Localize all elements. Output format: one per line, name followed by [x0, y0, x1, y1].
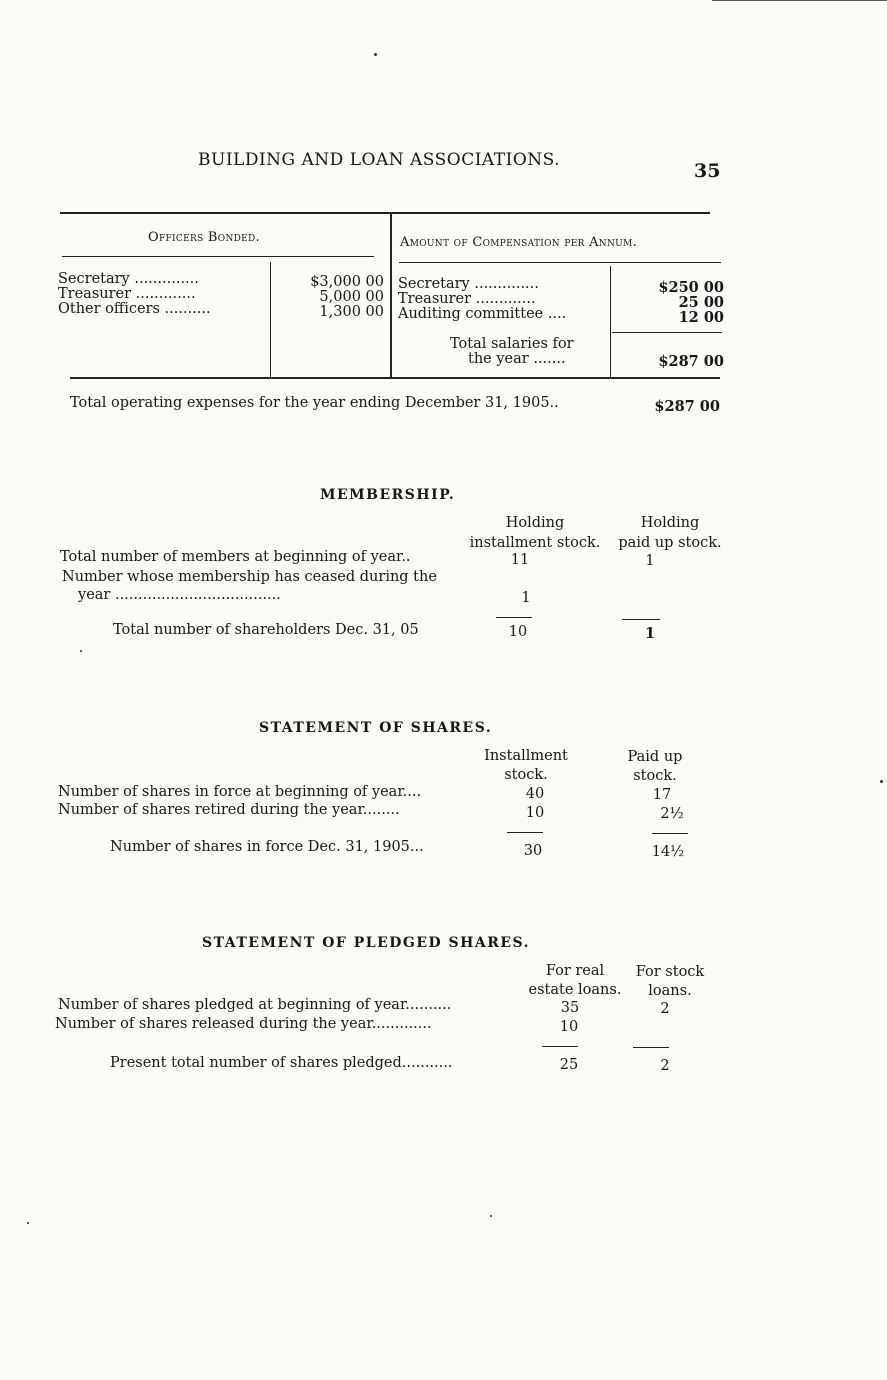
compensation-amount-divider: [610, 266, 611, 378]
scan-speck: [490, 1215, 492, 1217]
cell-value: 2: [660, 1001, 670, 1017]
officers-row-label: Secretary ..............: [58, 271, 199, 287]
officers-amount-divider: [270, 262, 271, 378]
officers-row-amount: 5,000 00: [319, 289, 384, 305]
scan-speck: [27, 1222, 29, 1224]
cell-value: 10: [559, 1019, 579, 1035]
compensation-row-label: Auditing committee ....: [398, 306, 567, 322]
page-number: 35: [694, 160, 721, 182]
total-value: 1: [644, 625, 656, 642]
column-header: For real: [545, 963, 605, 979]
operating-expenses-amount: $287 00: [654, 398, 720, 415]
officers-row-label: Treasurer .............: [58, 286, 196, 302]
scan-edge: [712, 0, 887, 1]
column-header: For stock: [635, 964, 705, 980]
cell-value: 35: [560, 1000, 580, 1016]
row-label: Number of shares in force at beginning of year....: [58, 784, 422, 800]
compensation-total-label: Total salaries for: [450, 336, 574, 352]
table-center-divider: [390, 214, 392, 378]
total-value: 10: [508, 624, 528, 640]
compensation-head-rule: [399, 262, 721, 263]
cell-value: 1: [645, 553, 655, 569]
cell-value: 40: [525, 786, 545, 802]
column-header: stock.: [504, 767, 548, 783]
officers-row-amount: $3,000 00: [310, 274, 384, 290]
column-header: installment stock.: [469, 535, 601, 551]
scan-speck: [880, 780, 883, 783]
running-head: BUILDING AND LOAN ASSOCIATIONS.: [198, 150, 561, 170]
total-rule: [622, 619, 660, 620]
column-header: estate loans.: [528, 982, 622, 998]
column-header: loans.: [648, 983, 692, 999]
compensation-row-amount: $250 00: [658, 279, 724, 296]
membership-title: MEMBERSHIP.: [320, 487, 456, 503]
compensation-row-amount: 25 00: [678, 294, 724, 311]
cell-value: 1: [521, 590, 531, 606]
officers-row-label: Other officers ..........: [58, 301, 211, 317]
compensation-total-amount: $287 00: [658, 353, 724, 370]
compensation-heading: Amount of Compensation per Annum.: [400, 235, 637, 250]
total-value: 14½: [651, 844, 685, 860]
row-label: Number whose membership has ceased during the: [62, 569, 437, 585]
total-rule: [542, 1046, 578, 1047]
table-bottom-rule: [70, 377, 720, 379]
cell-value: 17: [652, 787, 672, 803]
column-header: Installment: [484, 748, 568, 764]
column-header: Holding: [640, 515, 700, 531]
row-label: year ....................................: [78, 587, 281, 603]
pledged-title: STATEMENT OF PLEDGED SHARES.: [202, 935, 531, 951]
column-header: paid up stock.: [618, 535, 722, 551]
column-header: stock.: [633, 768, 677, 784]
table-top-rule: [60, 212, 710, 214]
total-rule: [652, 833, 688, 834]
total-rule: [507, 832, 543, 833]
cell-value: 2½: [660, 806, 684, 822]
scan-speck: [80, 650, 82, 652]
row-label: Number of shares pledged at beginning of year..........: [58, 997, 452, 1013]
scan-speck: [374, 53, 377, 56]
total-label: Total number of shareholders Dec. 31, 05: [113, 622, 419, 638]
column-header: Paid up: [627, 749, 683, 765]
total-rule: [633, 1047, 669, 1048]
officers-bonded-heading: Officers Bonded.: [148, 230, 260, 245]
cell-value: 10: [525, 805, 545, 821]
row-label: Number of shares retired during the year........: [58, 802, 400, 818]
compensation-row-label: Secretary ..............: [398, 276, 539, 292]
compensation-total-label: the year .......: [468, 351, 566, 367]
officers-row-amount: 1,300 00: [319, 304, 384, 320]
total-rule: [496, 617, 532, 618]
column-header: Holding: [505, 515, 565, 531]
row-label: Total number of members at beginning of year..: [60, 549, 411, 565]
row-label: Number of shares released during the year.............: [55, 1016, 432, 1032]
officers-head-rule: [62, 256, 374, 257]
shares-title: STATEMENT OF SHARES.: [259, 720, 493, 736]
total-value: 2: [660, 1058, 670, 1074]
cell-value: 11: [510, 552, 530, 568]
compensation-row-label: Treasurer .............: [398, 291, 536, 307]
total-label: Present total number of shares pledged...........: [110, 1055, 453, 1071]
operating-expenses-label: Total operating expenses for the year ending December 31, 1905..: [70, 395, 559, 411]
compensation-subtotal-rule: [612, 332, 722, 333]
total-label: Number of shares in force Dec. 31, 1905...: [110, 839, 424, 855]
total-value: 25: [559, 1057, 579, 1073]
compensation-row-amount: 12 00: [678, 309, 724, 326]
total-value: 30: [523, 843, 543, 859]
